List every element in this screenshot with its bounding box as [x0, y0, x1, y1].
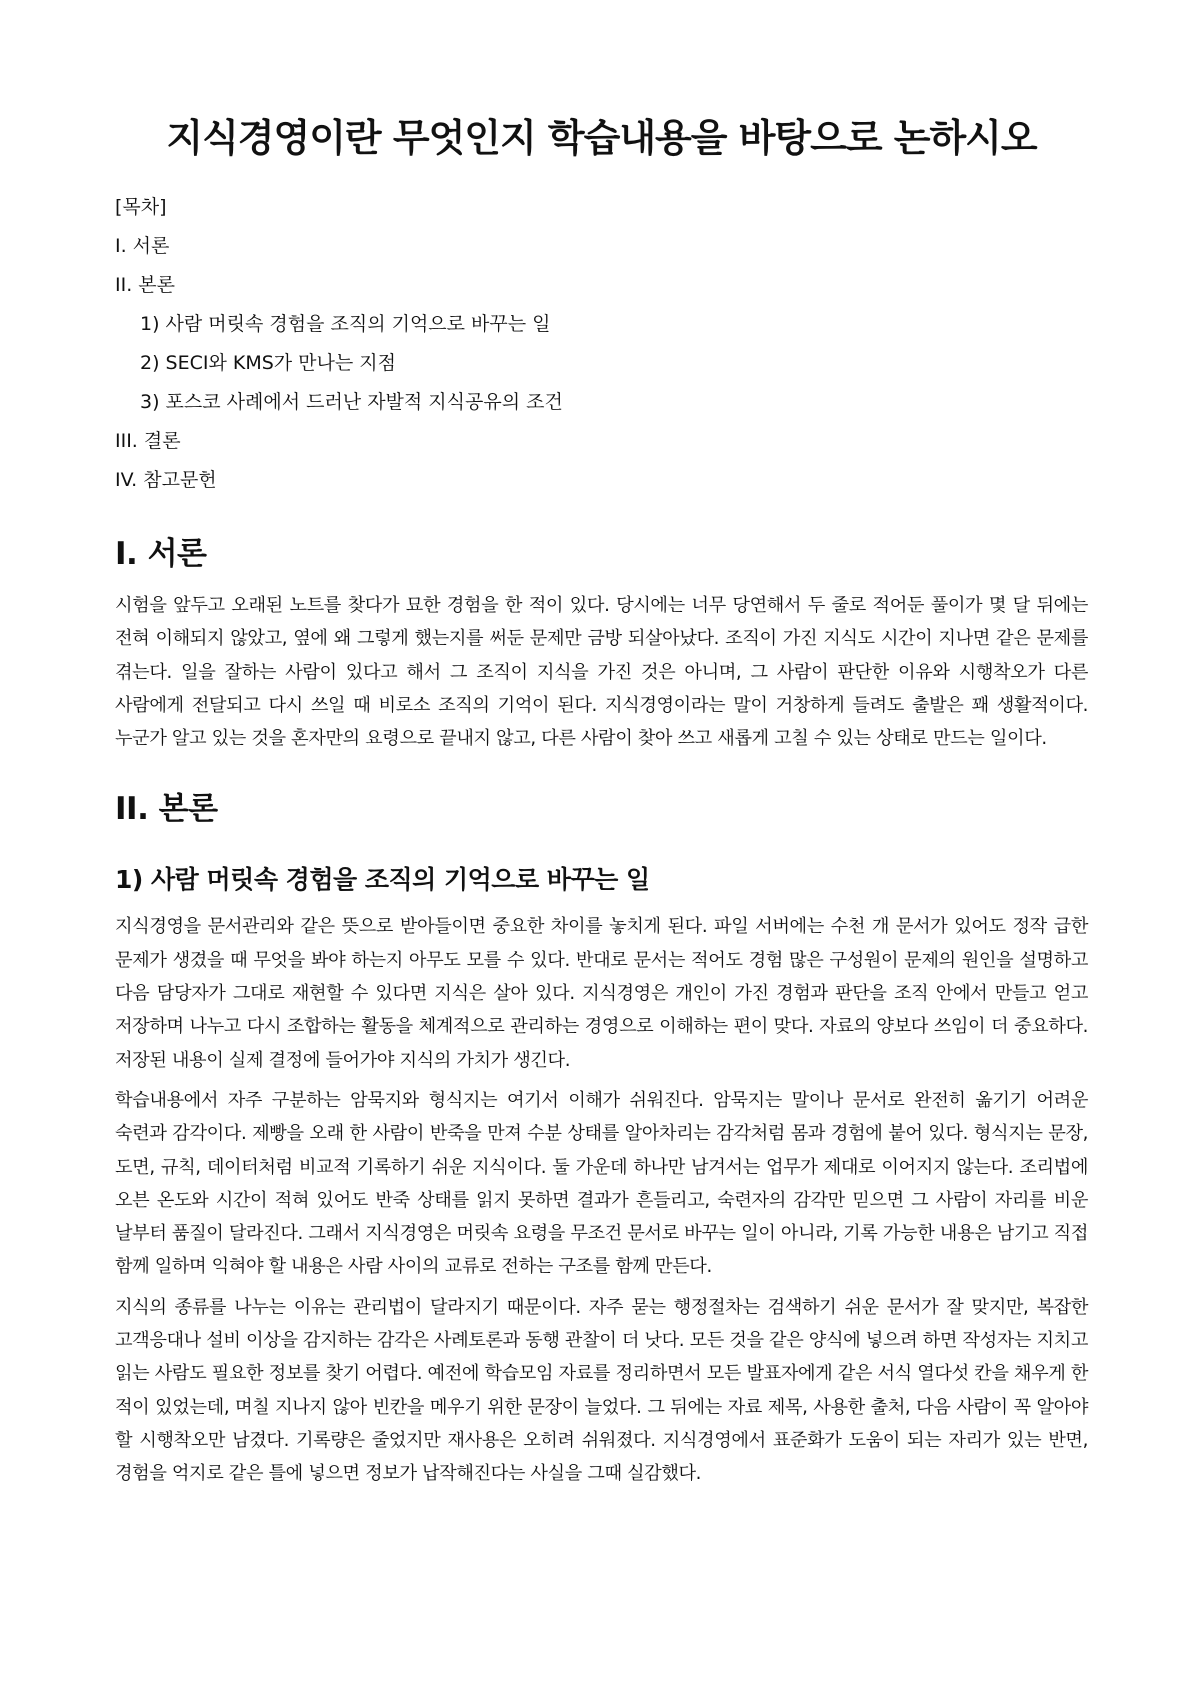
table-of-contents — [115, 227, 1088, 500]
toc-item: IV. 참고문헌 — [115, 469, 217, 491]
body-paragraph: 학습내용에서 자주 구분하는 암묵지와 형식지는 여기서 이해가 쉬워진다. 암묵지는 말이나 문서로 완전히 옮기기 어려운 숙련과 감각이다. 제빵을 오래 한 사람이 반죽을 만져 수분 상태를 알아차리는 감각처럼 몸과 경험에 붙어 있다. 형식지는 문장, 도면, 규칙, 데이터처럼 비교적 기록하기 쉬운 지식이다. 둘 가운데 하나만 남겨서는 업무가 제대로 이어지지 않는다. 조리법에 오븐 온도와 시간이 적혀 있어도 반죽 상태를 읽지 못하면 결과가 흔들리고, 숙련자의 감각만 믿으면 그 사람이 자리를 비운 날부터 품질이 달라진다. 그래서 지식경영은 머릿속 요령을 무조건 문서로 바꾸는 일이 아니라, 기록 가능한 내용은 남기고 직접 함께 일하며 익혀야 할 내용은 사람 사이의 교류로 전하는 구조를 함께 만든다. — [115, 1089, 1088, 1278]
toc-item: III. 결론 — [115, 430, 181, 452]
toc-item: I. 서론 — [115, 235, 170, 257]
toc-item: II. 본론 — [115, 274, 175, 296]
subsection-heading: 1) 사람 머릿속 경험을 조직의 기억으로 바꾸는 일 — [115, 865, 650, 895]
intro-heading: I. 서론 — [115, 536, 207, 572]
intro-paragraph: 시험을 앞두고 오래된 노트를 찾다가 묘한 경험을 한 적이 있다. 당시에는 너무 당연해서 두 줄로 적어둔 풀이가 몇 달 뒤에는 전혀 이해되지 않았고, 옆에 왜 그렇게 했는지를 써둔 문제만 금방 되살아났다. 조직이 가진 지식도 시간이 지나면 같은 문제를 겪는다. 일을 잘하는 사람이 있다고 해서 그 조직이 지식을 가진 것은 아니며, 그 사람이 판단한 이유와 시행착오가 다른 사람에게 전달되고 다시 쓰일 때 비로소 조직의 기억이 된다. 지식경영이라는 말이 거창하게 들려도 출발은 꽤 생활적이다. 누군가 알고 있는 것을 혼자만의 요령으로 끝내지 않고, 다른 사람이 찾아 쓰고 새롭게 고칠 수 있는 상태로 만드는 일이다. — [115, 595, 1088, 750]
toc-subitem: 3) 포스코 사례에서 드러난 자발적 지식공유의 조건 — [140, 391, 563, 413]
body-paragraph: 지식경영을 문서관리와 같은 뜻으로 받아들이면 중요한 차이를 놓치게 된다. 파일 서버에는 수천 개 문서가 있어도 정작 급한 문제가 생겼을 때 무엇을 봐야 하는지 아무도 모를 수 있다. 반대로 문서는 적어도 경험 많은 구성원이 문제의 원인을 설명하고 다음 담당자가 그대로 재현할 수 있다면 지식은 살아 있다. 지식경영은 개인이 가진 경험과 판단을 조직 안에서 만들고 얻고 저장하며 나누고 다시 조합하는 활동을 체계적으로 관리하는 경영으로 이해하는 편이 맞다. 자료의 양보다 쓰임이 더 중요하다. 저장된 내용이 실제 결정에 들어가야 지식의 가치가 생긴다. — [115, 916, 1088, 1071]
body-paragraph: 지식의 종류를 나누는 이유는 관리법이 달라지기 때문이다. 자주 묻는 행정절차는 검색하기 쉬운 문서가 잘 맞지만, 복잡한 고객응대나 설비 이상을 감지하는 감각은 사례토론과 동행 관찰이 더 낫다. 모든 것을 같은 양식에 넣으려 하면 작성자는 지치고 읽는 사람도 필요한 정보를 찾기 어렵다. 예전에 학습모임 자료를 정리하면서 모든 발표자에게 같은 서식 열다섯 칸을 채우게 한 적이 있었는데, 며칠 지나지 않아 빈칸을 메우기 위한 문장이 늘었다. 그 뒤에는 자료 제목, 사용한 출처, 다음 사람이 꼭 알아야 할 시행착오만 남겼다. 기록량은 줄었지만 재사용은 오히려 쉬워졌다. 지식경영에서 표준화가 도움이 되는 자리가 있는 반면, 경험을 억지로 같은 틀에 넣으면 정보가 납작해진다는 사실을 그때 실감했다. — [115, 1296, 1088, 1485]
document-title: 지식경영이란 무엇인지 학습내용을 바탕으로 논하시오 — [166, 116, 1037, 160]
toc-subitem: 1) 사람 머릿속 경험을 조직의 기억으로 바꾸는 일 — [140, 313, 551, 335]
toc-label: [목차] — [115, 196, 167, 218]
toc-subitem: 2) SECI와 KMS가 만나는 지점 — [140, 352, 396, 374]
body-heading: II. 본론 — [115, 791, 218, 828]
